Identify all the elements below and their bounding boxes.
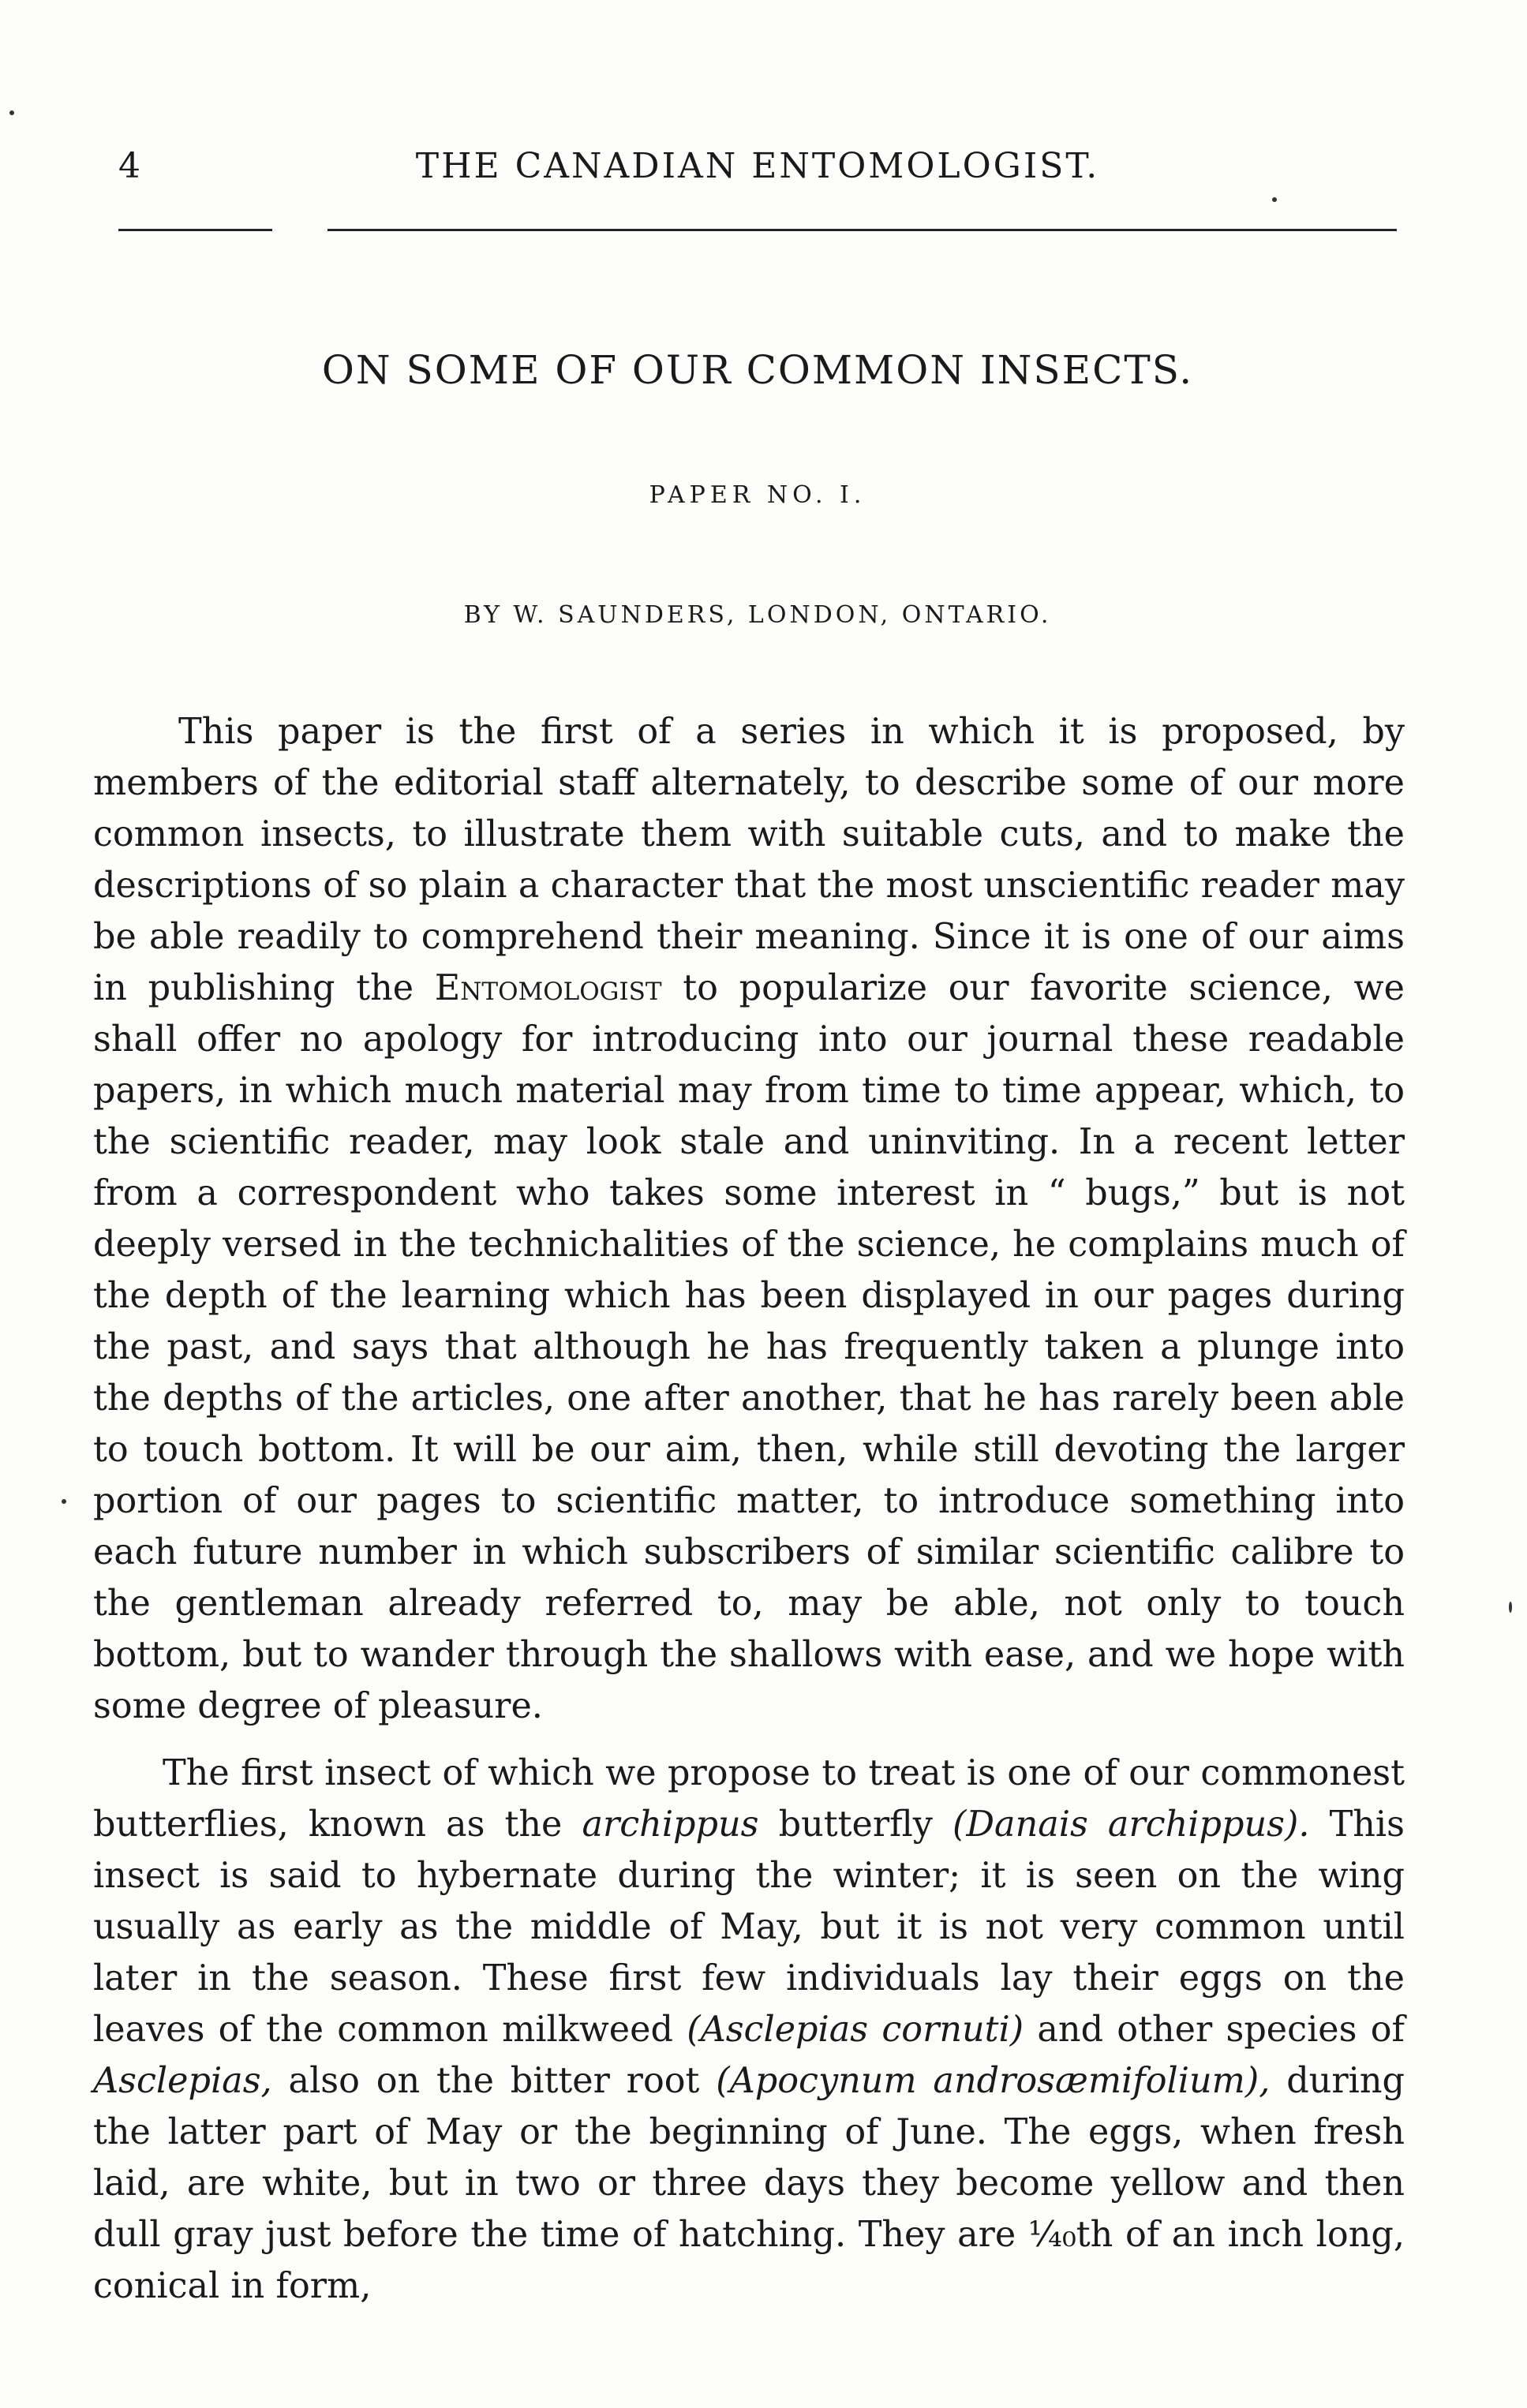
scan-speck [1272, 197, 1277, 202]
species-name: (Asclepias cornuti) [687, 2010, 1024, 2050]
paragraph-text: also on the bitter root [271, 2061, 717, 2101]
journal-name-smallcaps: Entomologist [434, 968, 662, 1008]
paper-number: PAPER NO. I. [649, 481, 866, 509]
paragraph-text: to popularize our favorite science, we shall offer no apology for introducing into our journal these readable papers, in which much material may from time to time appear, which, to the scientific reader, may look stale and uninviting. In a recent letter from a correspondent who takes some interest in “ bugs,” but is not deeply versed in the technichalities of the science, he complains much of the depth of the learning which has been displayed in our pages during the past, and says that although he has frequently taken a plunge into the depths of the articles, one after another, that he has rarely been able to touch bottom. It will be our aim, then, while still devoting the larger portion of our pages to scientific matter, to introduce something into each future number in which subscribers of similar scientific calibre to the gentleman already referred to, may be able, not only to touch bottom, but to wander through the shallows with ease, and we hope with some degree of pleasure. [93, 968, 1405, 1726]
journal-title: THE CANADIAN ENTOMOLOGIST. [415, 146, 1100, 186]
scan-speck [62, 1499, 66, 1504]
running-head [118, 146, 1397, 193]
species-name: (Danais archippus). [953, 1804, 1310, 1845]
paragraph-text: butterfly [758, 1804, 953, 1845]
paragraph-text: and other species of [1024, 2010, 1405, 2050]
paragraph-text: The first insect of which we propose to treat is one of our commonest butterflies, known as the [93, 1753, 1405, 1845]
page-number: 4 [118, 146, 141, 186]
species-name: archippus [582, 1804, 759, 1845]
paragraph-introduction [93, 706, 1405, 1732]
header-rule-gap [272, 226, 327, 234]
scan-speck [9, 110, 14, 115]
author-byline: BY W. SAUNDERS, LONDON, ONTARIO. [463, 601, 1052, 629]
paragraph-archippus [93, 1748, 1405, 2312]
species-name: (Apocynum androsæmifolium), [716, 2061, 1271, 2101]
paragraph-text: This paper is the first of a series in which it is proposed, by members of the editorial staff alternately, to describe some of our more common insects, to illustrate them with suitable cuts, and to make the descriptions of so plain a character that the most unscientific reader may be able readily to comprehend their meaning. Since it is one of our aims in publishing the [93, 712, 1405, 1008]
article-title: ON SOME OF OUR COMMON INSECTS. [321, 347, 1194, 393]
species-name: Asclepias, [93, 2061, 272, 2101]
scan-speck [1509, 1602, 1512, 1613]
paragraph-text: during the latter part of May or the beginning of June. The eggs, when fresh laid, are white, but in two or three days they become yellow and then dull gray just before the time of hatching. They are ¹⁄₄₀th of an inch long, conical in form, [93, 2061, 1405, 2306]
paragraph-text: This insect is said to hybernate during the winter; it is seen on the wing usually as early as the middle of May, but it is not very common until later in the season. These first few individuals lay their eggs on the leaves of the common milkweed [93, 1804, 1405, 2050]
